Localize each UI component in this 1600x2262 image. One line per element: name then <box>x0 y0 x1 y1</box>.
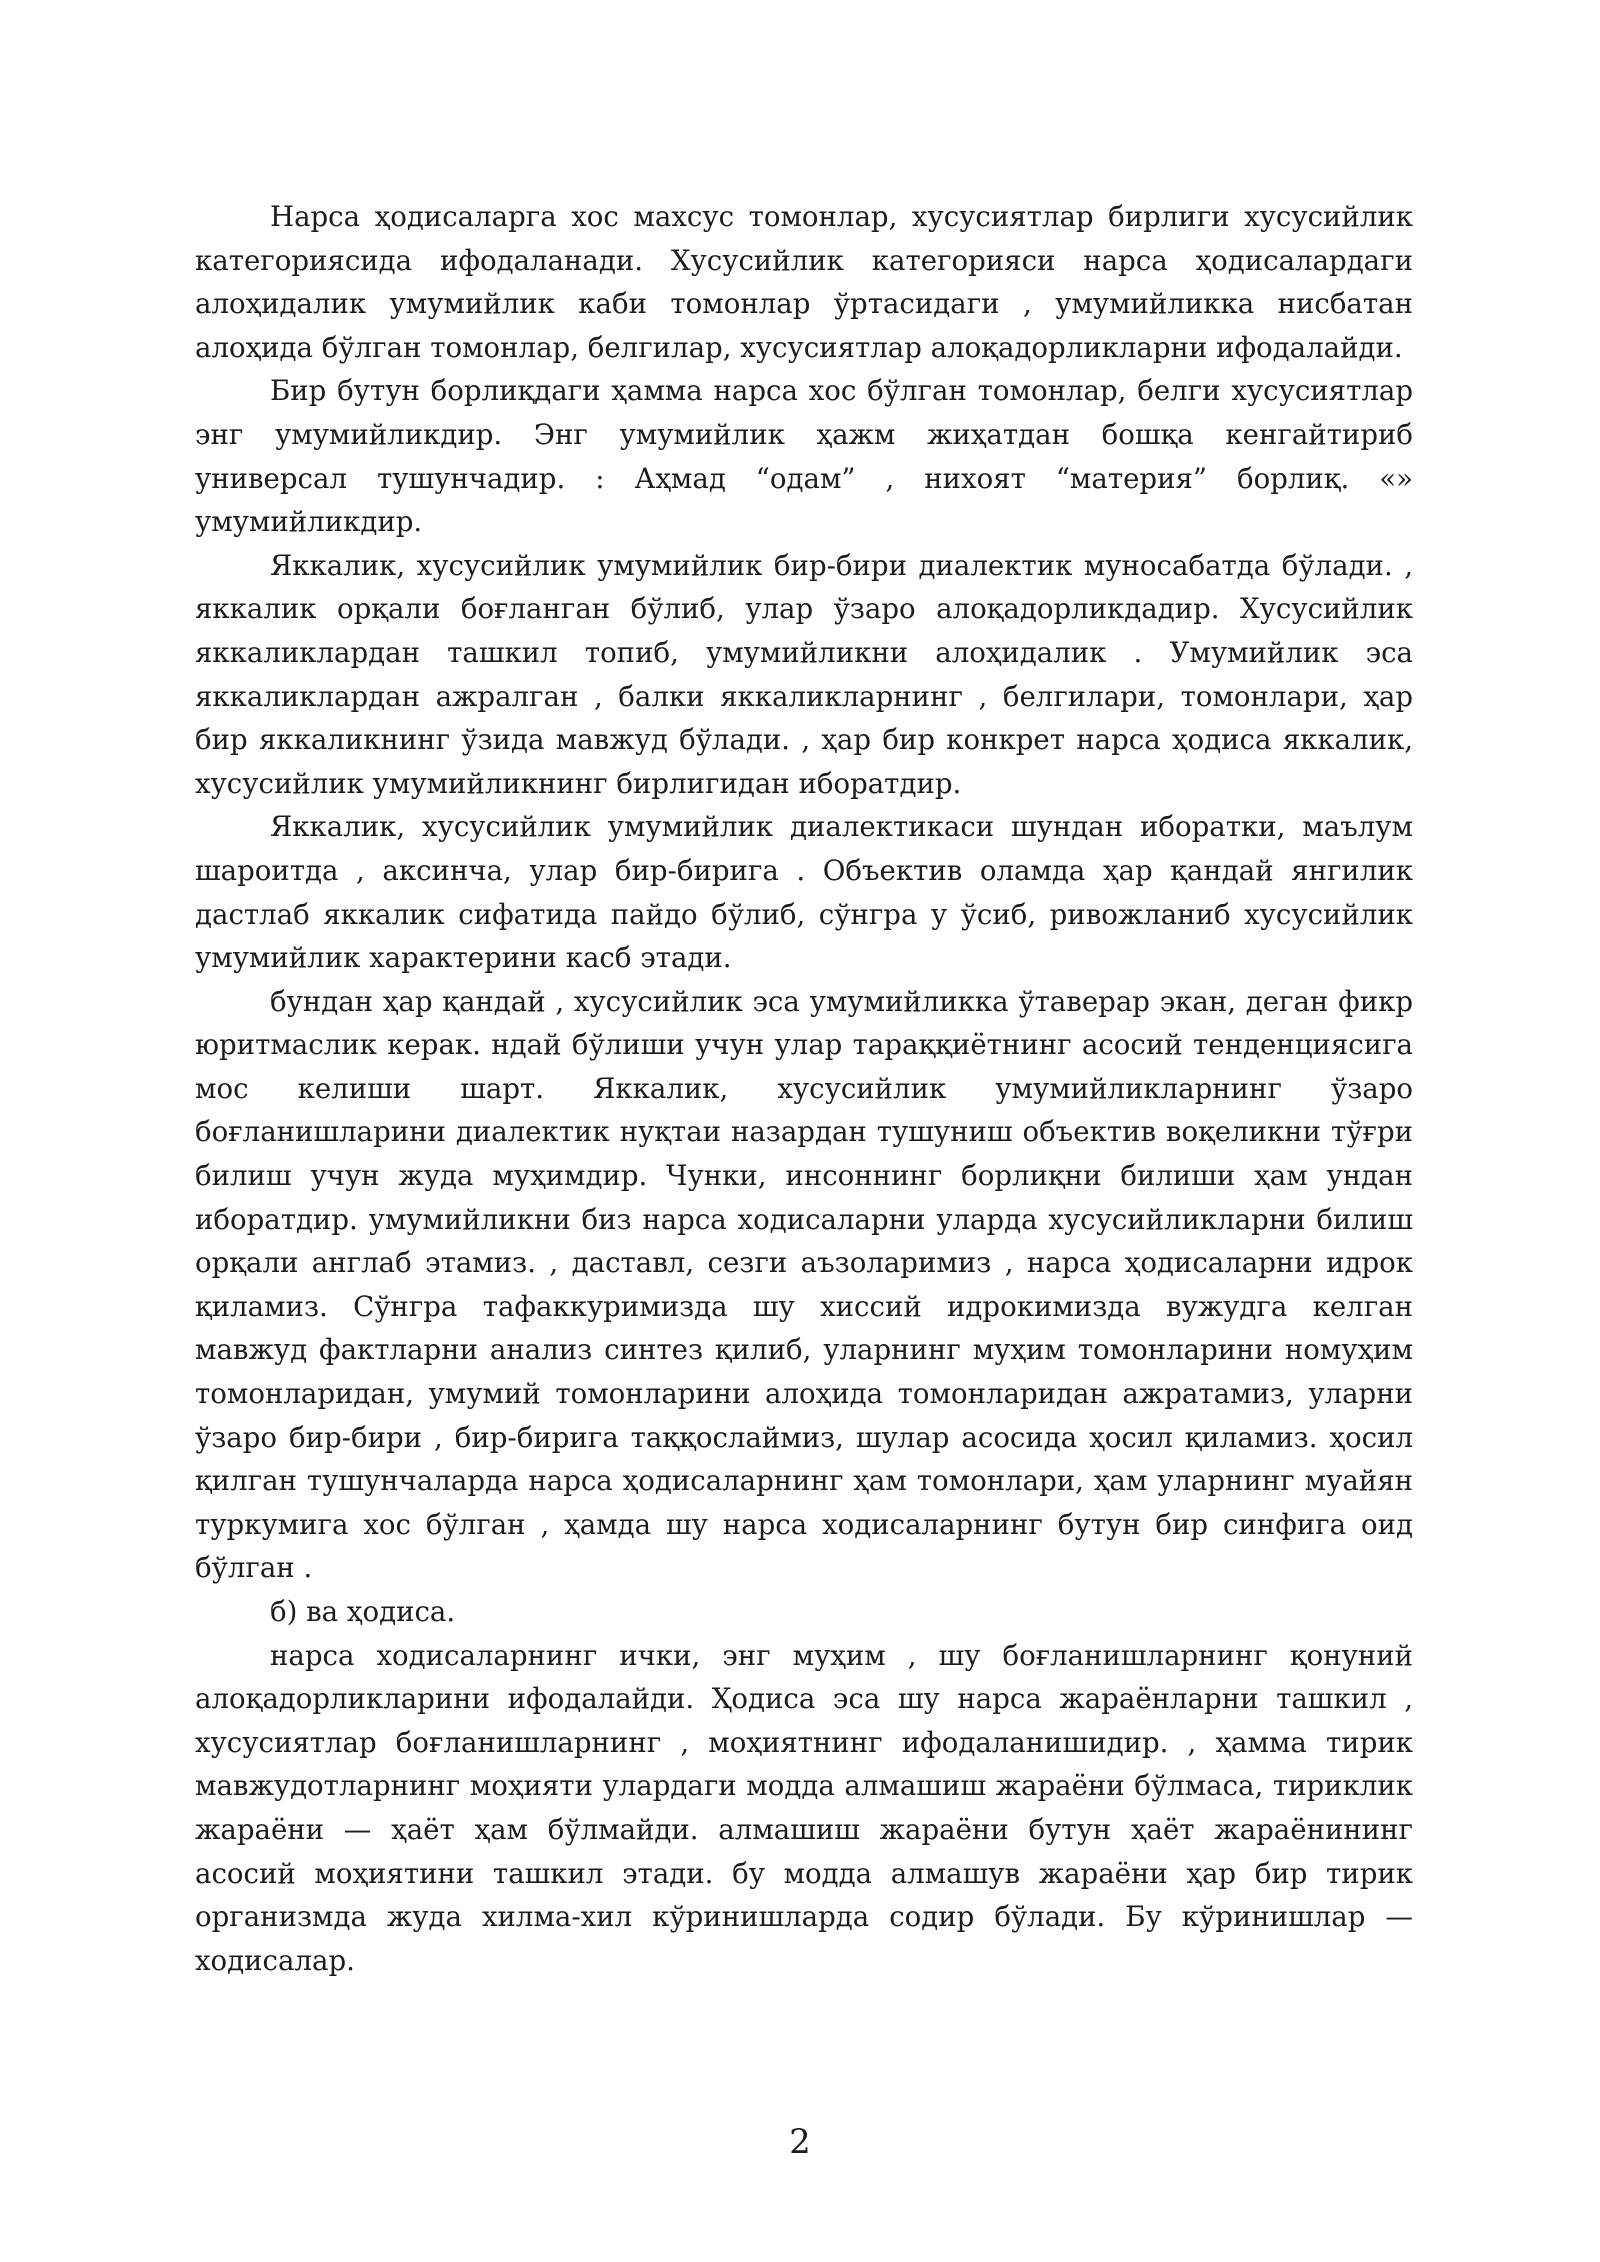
paragraph-2: Бир бутун борлиқдаги ҳамма нарса хос бўлган томонлар, белги хусусиятлар энг умумийликдир. Энг умумийлик ҳажм жиҳатдан бошқа кенгайтириб универсал тушунчадир. : Аҳмад “одам” , нихоят “материя” борлиқ. «» умумийликдир. <box>195 374 1413 539</box>
paragraph-3: Яккалик, хусусийлик умумийлик бир-бири диалектик муносабатда бўлади. , яккалик орқали боғланган бўлиб, улар ўзаро алоқадорликдадир. Хусусийлик яккаликлардан ташкил топиб, умумийликни алоҳидалик . Умумийлик эса яккаликлардан ажралган , балки яккаликларнинг , белгилари, томонлари, ҳар бир яккаликнинг ўзида мавжуд бўлади. , ҳар бир конкрет нарса ҳодиса яккалик, хусусийлик умумийликнинг бирлигидан иборатдир. <box>195 548 1413 800</box>
paragraph-1: Нарса ҳодисаларга хос махсус томонлар, хусусиятлар бирлиги хусусийлик категориясида ифодаланади. Хусусийлик категорияси нарса ҳодисалардаги алоҳидалик умумийлик каби томонлар ўртасидаги , умумийликка нисбатан алоҳида бўлган томонлар, белгилар, хусусиятлар алоқадорликларни ифодалайди. <box>195 200 1413 364</box>
paragraph-5: бундан ҳар қандай , хусусийлик эса умумийликка ўтаверар экан, деган фикр юритмаслик керак. ндай бўлиши учун улар тараққиётнинг асосий тенденциясига мос келиши шарт. Яккалик, хусусийлик умумийликларнинг ўзаро боғланишларини диалектик нуқтаи назардан тушуниш объектив воқеликни тўғри билиш учун жуда муҳимдир. Чунки, инсоннинг борлиқни билиши ҳам ундан иборатдир. умумийликни биз нарса ходисаларни уларда хусусийликларни билиш орқали англаб этамиз. , даставл, сезги аъзоларимиз , нарса ҳодисаларни идрок қиламиз. Сўнгра тафаккуримизда шу хиссий идрокимизда вужудга келган мавжуд фактларни анализ синтез қилиб, уларнинг муҳим томонларини номуҳим томонларидан, умумий томонларини алоҳида томонларидан ажратамиз, уларни ўзаро бир-бири , бир-бирига таққослаймиз, шулар асосида ҳосил қиламиз. ҳосил қилган тушунчаларда нарса ҳодисаларнинг ҳам томонлари, ҳам уларнинг муайян туркумига хос бўлган , ҳамда шу нарса ходисаларнинг бутун бир синфига оид бўлган . <box>195 984 1413 1585</box>
paragraph-4: Яккалик, хусусийлик умумийлик диалектикаси шундан иборатки, маълум шароитда , аксинча, улар бир-бирига . Объектив оламда ҳар қандай янгилик дастлаб яккалик сифатида пайдо бўлиб, сўнгра у ўсиб, ривожланиб хусусийлик умумийлик характерини касб этади. <box>195 810 1413 975</box>
page-number: 2 <box>789 2122 811 2162</box>
section-heading: б) ва ҳодиса. <box>270 1595 456 1628</box>
body-text <box>195 195 1413 1982</box>
paragraph-6: нарса ходисаларнинг ички, энг муҳим , шу боғланишларнинг қонуний алоқадорликларини ифодалайди. Ҳодиса эса шу нарса жараёнларни ташкил , хусусиятлар боғланишларнинг , моҳиятнинг ифодаланишидир. , ҳамма тирик мавжудотларнинг моҳияти улардаги модда алмашиш жараёни бўлмаса, тириклик жараёни — ҳаёт ҳам бўлмайди. алмашиш жараёни бутун ҳаёт жараёнининг асосий моҳиятини ташкил этади. бу модда алмашув жараёни ҳар бир тирик организмда жуда хилма-хил кўринишларда содир бўлади. Бу кўринишлар — ходисалар. <box>195 1638 1413 1977</box>
